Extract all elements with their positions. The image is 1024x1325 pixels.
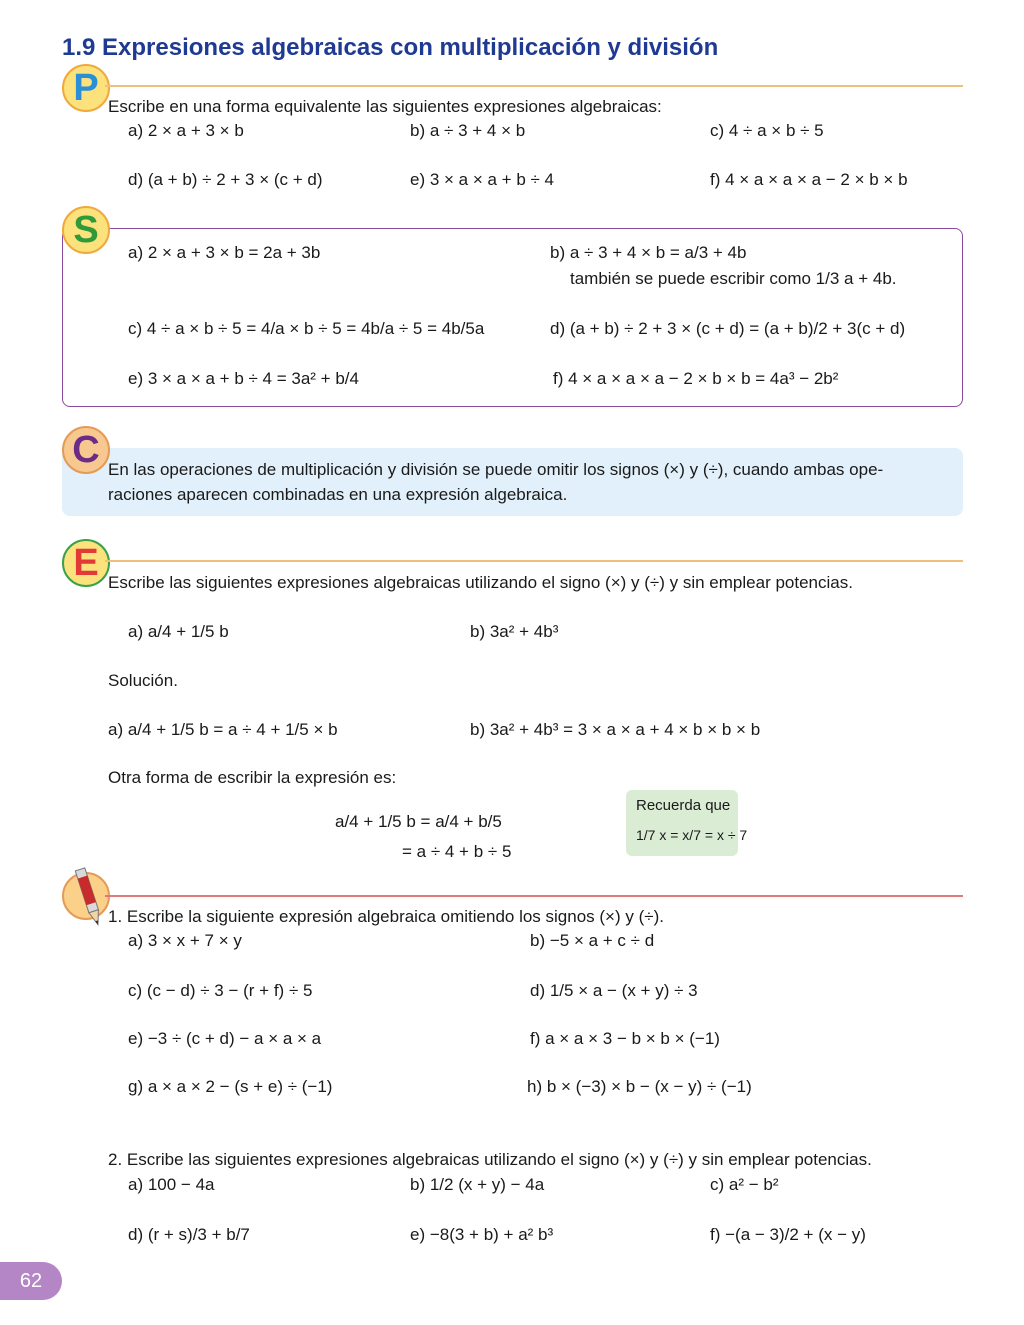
solution-b-note: también se puede escribir como 1/3 a + 4b. [570, 269, 897, 288]
exercise-2-item-a: a) 100 − 4a [128, 1175, 215, 1194]
exercise-1-item-g: g) a × a × 2 − (s + e) ÷ (−1) [128, 1077, 333, 1096]
exercise-1-item-h: h) b × (−3) × b − (x − y) ÷ (−1) [527, 1077, 752, 1096]
divider [105, 85, 963, 87]
example-instruction: Escribe las siguientes expresiones algebraicas utilizando el signo (×) y (÷) y sin emplear potencias. [108, 573, 853, 592]
solution-e: e) 3 × a × a + b ÷ 4 = 3a² + b/4 [128, 369, 359, 388]
divider [105, 895, 963, 897]
exercise-2-item-f: f) −(a − 3)/2 + (x − y) [710, 1225, 866, 1244]
section-title: 1.9 Expresiones algebraicas con multiplicación y división [62, 34, 719, 61]
problem-item-f: f) 4 × a × a × a − 2 × b × b [710, 170, 908, 189]
page-number: 62 [0, 1262, 62, 1300]
divider [105, 560, 963, 562]
exercise-2-item-b: b) 1/2 (x + y) − 4a [410, 1175, 545, 1194]
example-solution-a: a) a/4 + 1/5 b = a ÷ 4 + 1/5 × b [108, 720, 338, 739]
example-a: a) a/4 + 1/5 b [128, 622, 229, 641]
exercise-1-instruction: 1. Escribe la siguiente expresión algebraica omitiendo los signos (×) y (÷). [108, 907, 664, 926]
exercise-2-item-c: c) a² − b² [710, 1175, 779, 1194]
example-solution-label: Solución. [108, 671, 178, 690]
problem-item-a: a) 2 × a + 3 × b [128, 121, 244, 140]
exercise-2-instruction: 2. Escribe las siguientes expresiones algebraicas utilizando el signo (×) y (÷) y sin emplear potencias. [108, 1150, 872, 1169]
exercise-1-item-d: d) 1/5 × a − (x + y) ÷ 3 [530, 981, 698, 1000]
conclusion-line-1: En las operaciones de multiplicación y división se puede omitir los signos (×) y (÷), cuando ambas ope- [108, 460, 884, 479]
exercise-2-item-e: e) −8(3 + b) + a² b³ [410, 1225, 554, 1244]
reminder-title: Recuerda que [636, 797, 731, 814]
reminder-formula: 1/7 x = x/7 = x ÷ 7 [636, 827, 748, 843]
solution-c: c) 4 ÷ a × b ÷ 5 = 4/a × b ÷ 5 = 4b/a ÷ 5 = 4b/5a [128, 319, 485, 338]
exercise-2-item-d: d) (r + s)/3 + b/7 [128, 1225, 250, 1244]
exercise-1-item-a: a) 3 × x + 7 × y [128, 931, 242, 950]
other-form-label: Otra forma de escribir la expresión es: [108, 768, 397, 787]
conclusion-line-2: raciones aparecen combinadas en una expresión algebraica. [108, 485, 568, 504]
exercise-1-item-c: c) (c − d) ÷ 3 − (r + f) ÷ 5 [128, 981, 313, 1000]
exercise-1-item-b: b) −5 × a + c ÷ d [530, 931, 655, 950]
solution-b: b) a ÷ 3 + 4 × b = a/3 + 4b [550, 243, 747, 262]
solution-d: d) (a + b) ÷ 2 + 3 × (c + d) = (a + b)/2 + 3(c + d) [550, 319, 906, 338]
exercise-1-item-e: e) −3 ÷ (c + d) − a × a × a [128, 1029, 322, 1048]
badge-solution-icon: S [62, 206, 110, 254]
pencil-icon [62, 872, 110, 920]
solution-f: f) 4 × a × a × a − 2 × b × b = 4a³ − 2b² [553, 369, 839, 388]
problem-instruction: Escribe en una forma equivalente las siguientes expresiones algebraicas: [108, 97, 662, 116]
solution-a: a) 2 × a + 3 × b = 2a + 3b [128, 243, 321, 262]
example-b: b) 3a² + 4b³ [470, 622, 559, 641]
problem-item-c: c) 4 ÷ a × b ÷ 5 [710, 121, 824, 140]
problem-item-b: b) a ÷ 3 + 4 × b [410, 121, 526, 140]
badge-conclusion-icon: C [62, 426, 110, 474]
equation-line-1: a/4 + 1/5 b = a/4 + b/5 [335, 812, 502, 831]
problem-item-d: d) (a + b) ÷ 2 + 3 × (c + d) [128, 170, 323, 189]
badge-problem-icon: P [62, 64, 110, 112]
conclusion-box [62, 448, 963, 516]
exercise-1-item-f: f) a × a × 3 − b × b × (−1) [530, 1029, 720, 1048]
problem-item-e: e) 3 × a × a + b ÷ 4 [410, 170, 555, 189]
example-solution-b: b) 3a² + 4b³ = 3 × a × a + 4 × b × b × b [470, 720, 761, 739]
badge-example-icon: E [62, 539, 110, 587]
equation-line-2: = a ÷ 4 + b ÷ 5 [402, 842, 512, 861]
